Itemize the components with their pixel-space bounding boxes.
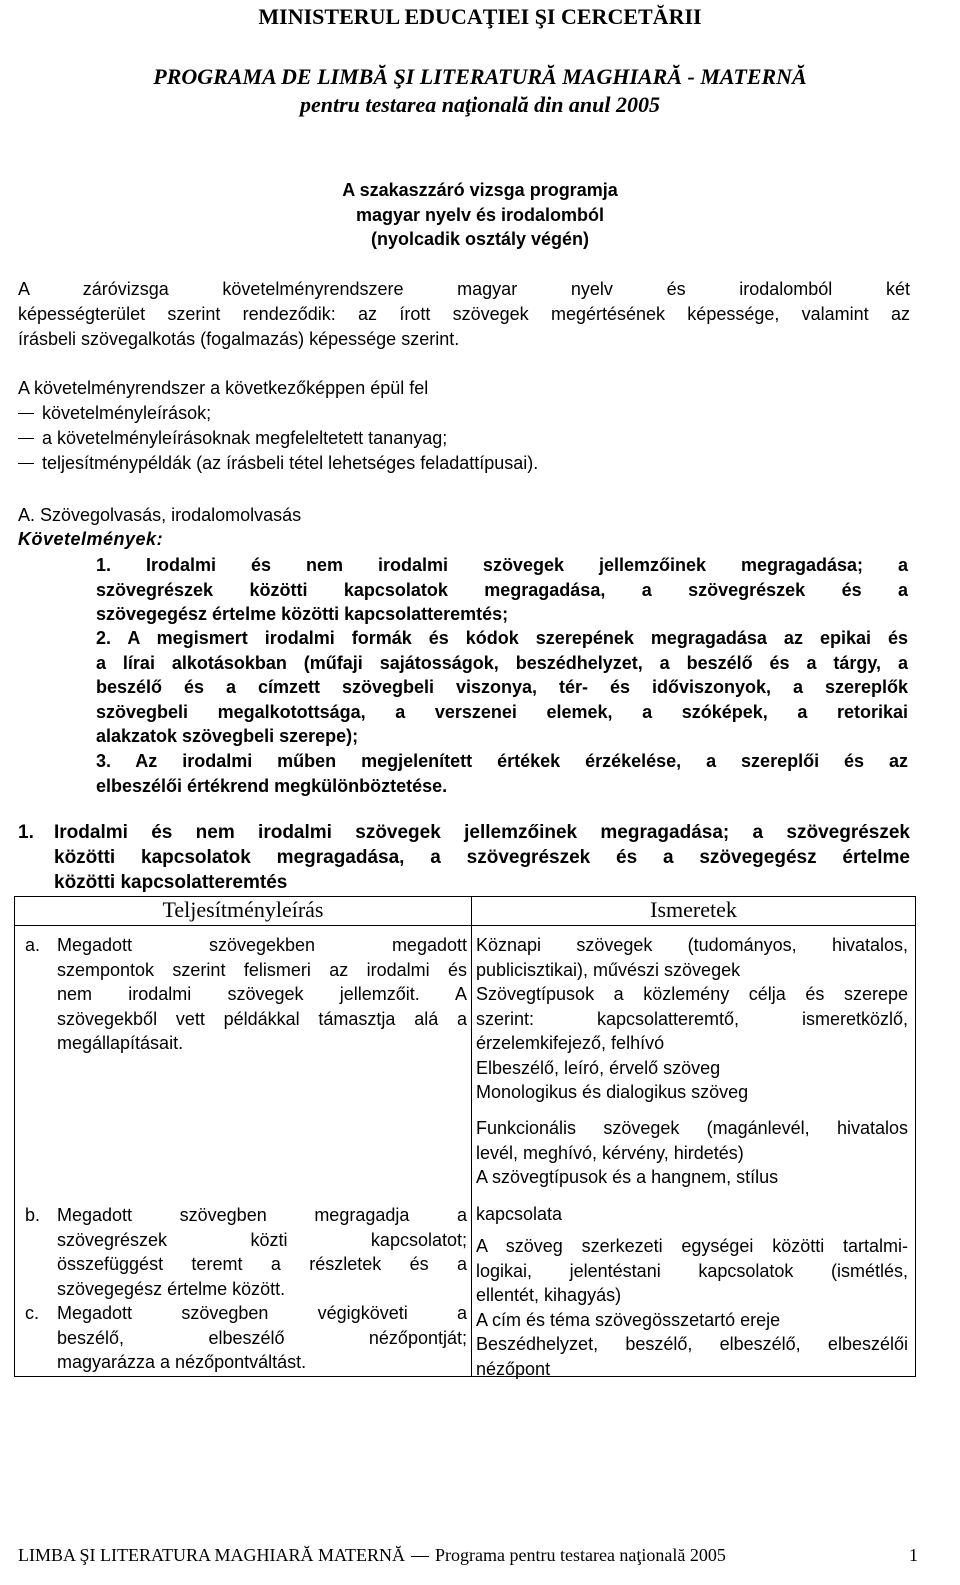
section-a-title: A. Szövegolvasás, irodalomolvasás: [18, 505, 302, 525]
ministry-title: MINISTERUL EDUCAŢIEI ŞI CERCETĂRII: [258, 4, 702, 29]
structure-item-text: követelményleírások;: [42, 403, 212, 423]
intro-line: A záróvizsga követelményrendszere magyar nyelv és irodalomból két: [18, 279, 910, 299]
knowledge-line: nézőpont: [476, 1358, 551, 1379]
performance-line: szövegrészek közti kapcsolatot;: [57, 1229, 467, 1250]
knowledge-line: Monologikus és dialogikus szöveg: [476, 1082, 749, 1102]
performance-line: nem irodalmi szövegek jellemzőit. A: [57, 984, 467, 1004]
structure-item: [18, 451, 538, 476]
footer-left: LIMBA ŞI LITERATURA MAGHIARĂ MATERNĂ: [18, 1545, 406, 1565]
performance-label: a.: [25, 935, 41, 955]
table-header-row: [15, 897, 916, 926]
performance-line: magyarázza a nézőpontváltást.: [57, 1352, 307, 1372]
knowledge-line: szerint: kapcsolatteremtő, ismeretközlő,: [476, 1008, 908, 1029]
requirement-line: a lírai alkotásokban (műfaji sajátosságok, beszédhelyzet, a beszélő és a tárgy, a: [96, 652, 908, 673]
requirement-line: szövegbeli megalkotottsága, a verszenei elemek, a szóképek, a retorikai: [96, 701, 908, 722]
knowledge-line: A szöveg szerkezeti egységei közötti tartalmi-: [476, 1236, 908, 1256]
knowledge-block-3: [476, 1234, 908, 1381]
knowledge-line: Funkcionális szövegek (magánlevél, hivatalos: [476, 1118, 908, 1138]
performance-line: Megadott szövegekben megadott: [57, 935, 467, 955]
structure-heading: A követelményrendszer a következőképpen épül fel: [18, 378, 429, 398]
knowledge-line: Szövegtípusok a közlemény célja és szerepe: [476, 984, 908, 1004]
requirement-3: [96, 749, 908, 798]
performance-line: szövegekből vett példákkal támasztja alá a: [57, 1008, 467, 1029]
competency-table: [14, 896, 916, 1377]
performance-item-a: [15, 933, 465, 1056]
exam-subtitle-line2: magyar nyelv és irodalomból: [355, 205, 605, 225]
performance-line: szempontok szerint felismeri az irodalmi és: [57, 959, 467, 980]
knowledge-line: kapcsolata: [476, 1203, 563, 1224]
section-1-line: közötti kapcsolatok megragadása, a szövegrészek és a szövegegész értelme: [54, 847, 910, 868]
structure-item: [18, 401, 211, 426]
knowledge-line: érzelemkifejező, felhívó: [476, 1033, 665, 1053]
intro-line: képességterület szerint rendeződik: az írott szövegek megértésének képessége, valamint az: [18, 304, 910, 324]
knowledge-line: A cím és téma szövegösszetartó ereje: [476, 1309, 781, 1330]
requirement-line: 2. A megismert irodalmi formák és kódok szerepének megragadása az epikai és: [96, 628, 908, 648]
knowledge-line: publicisztikai), művészi szövegek: [476, 959, 741, 980]
knowledge-line: Beszédhelyzet, beszélő, elbeszélő, elbeszélői: [476, 1334, 908, 1354]
performance-line: megállapításait.: [57, 1033, 184, 1053]
footer-right: Programa pentru testarea naţională 2005: [435, 1545, 726, 1565]
performance-line: összefüggést teremt a részletek és a: [57, 1254, 467, 1274]
performance-label: c.: [25, 1303, 40, 1323]
knowledge-line: Köznapi szövegek (tudományos, hivatalos,: [476, 935, 908, 955]
exam-subtitle-line3: (nyolcadik osztály végén): [370, 229, 590, 249]
dash-bullet: [18, 438, 34, 439]
structure-item: [18, 426, 447, 451]
exam-subtitle-line1: A szakaszzáró vizsga programja: [342, 180, 618, 200]
program-subtitle: pentru testarea naţională din anul 2005: [299, 92, 661, 117]
requirement-line: szövegrészek közötti kapcsolatok megragadása, a szövegrészek és a: [96, 579, 908, 600]
section-1-number: 1.: [18, 822, 34, 843]
requirement-line: 1. Irodalmi és nem irodalmi szövegek jellemzőinek megragadása; a: [96, 555, 908, 575]
performance-line: Megadott szövegben megragadja a: [57, 1205, 467, 1225]
knowledge-line: logikai, jelentéstani kapcsolatok (ismétlés,: [476, 1260, 908, 1281]
performance-line: beszélő, elbeszélő nézőpontját;: [57, 1327, 467, 1348]
performance-cell: [15, 926, 472, 1377]
requirement-2: [96, 626, 908, 749]
intro-line: írásbeli szövegalkotás (fogalmazás) képessége szerint.: [18, 329, 460, 349]
footer-dash: [411, 1556, 429, 1557]
knowledge-cell: [472, 926, 916, 1377]
col-header-knowledge: Ismeretek: [472, 897, 916, 926]
knowledge-block-2: [476, 1116, 908, 1226]
section-1-heading: [18, 820, 910, 895]
table-row: [15, 926, 916, 1377]
structure-item-text: a követelményleírásoknak megfeleltetett tananyag;: [42, 428, 448, 448]
dash-bullet: [18, 413, 34, 414]
requirement-line: szövegegész értelme közötti kapcsolatteremtés;: [96, 604, 509, 624]
section-1-line: közötti kapcsolatteremtés: [54, 872, 288, 893]
performance-line: szövegegész értelme között.: [57, 1278, 286, 1299]
performance-item-b: [15, 1203, 465, 1301]
knowledge-line: ellentét, kihagyás): [476, 1285, 622, 1305]
requirement-line: alakzatok szövegbeli szerepe);: [96, 726, 359, 746]
requirement-line: 3. Az irodalmi műben megjelenített értékek érzékelése, a szereplői és az: [96, 751, 908, 771]
knowledge-line: Elbeszélő, leíró, érvelő szöveg: [476, 1057, 721, 1078]
performance-label: b.: [25, 1205, 41, 1225]
col-header-performance: Teljesítményleírás: [15, 897, 472, 926]
page-number: 1: [909, 1545, 918, 1565]
performance-item-c: [15, 1301, 465, 1375]
section-1-line: Irodalmi és nem irodalmi szövegek jellemzőinek megragadása; a szövegrészek: [54, 822, 910, 843]
requirement-line: elbeszélői értékrend megkülönböztetése.: [96, 775, 448, 796]
requirements-label: Követelmények:: [18, 529, 164, 549]
requirement-line: beszélő és a címzett szövegbeli viszonya, tér- és időviszonyok, a szereplők: [96, 677, 908, 697]
intro-paragraph: [18, 277, 910, 352]
performance-line: Megadott szövegben végigköveti a: [57, 1303, 467, 1323]
knowledge-block-1: [476, 933, 908, 1105]
knowledge-line: levél, meghívó, kérvény, hirdetés): [476, 1142, 744, 1163]
knowledge-line: A szövegtípusok és a hangnem, stílus: [476, 1167, 779, 1187]
page-footer: [18, 1545, 918, 1566]
requirement-1: [96, 553, 908, 627]
structure-item-text: teljesítménypéldák (az írásbeli tétel lehetséges feladattípusai).: [42, 453, 539, 473]
dash-bullet: [18, 463, 34, 464]
program-title: PROGRAMA DE LIMBĂ ŞI LITERATURĂ MAGHIARĂ - MATERNĂ: [153, 64, 807, 89]
